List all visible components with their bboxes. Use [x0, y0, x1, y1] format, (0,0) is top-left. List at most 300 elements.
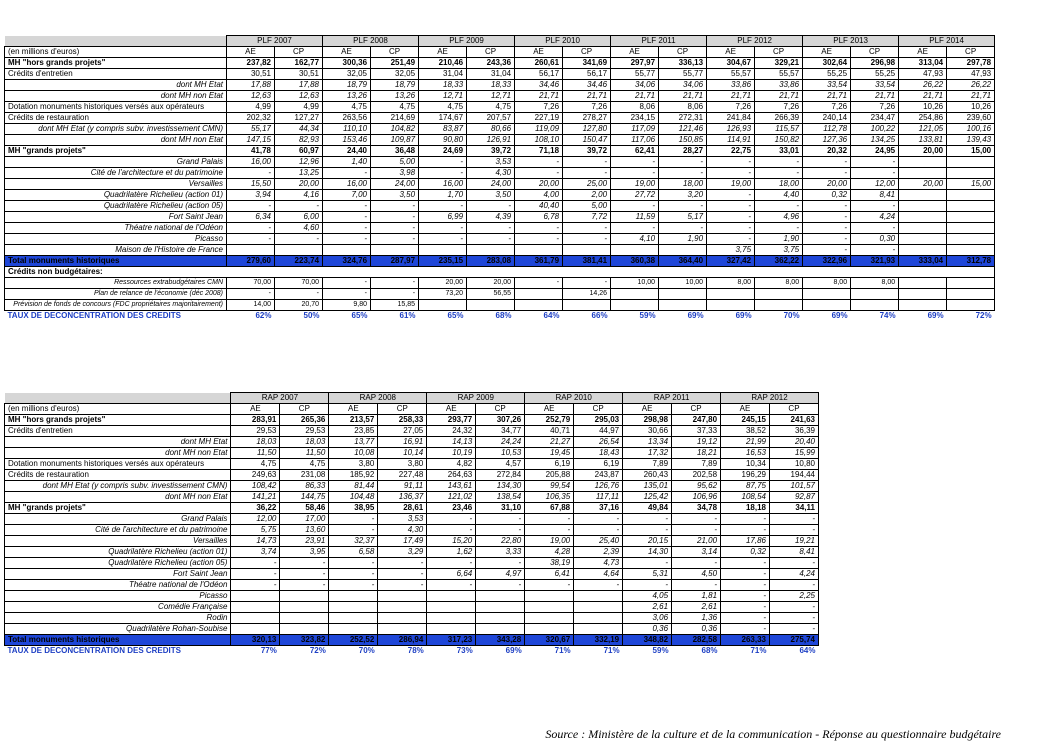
- row-label: Théatre national de l'Odéon: [5, 223, 227, 234]
- value-cell: 5,00: [563, 201, 611, 212]
- table-row: [5, 624, 819, 635]
- value-cell: [525, 624, 574, 635]
- value-cell: 81,44: [329, 481, 378, 492]
- value-cell: 322,96: [803, 256, 851, 267]
- value-cell: 28,61: [378, 503, 427, 514]
- value-cell: 245,15: [721, 415, 770, 426]
- table-row: [5, 635, 819, 646]
- value-cell: -: [769, 624, 818, 635]
- value-cell: [947, 201, 995, 212]
- cnb-value: 56,55: [467, 289, 515, 300]
- taux-value: 71%: [554, 646, 571, 655]
- value-cell: 21,71: [947, 91, 995, 102]
- cp-header: CP: [280, 404, 329, 415]
- row-label: Fort Saint Jean: [5, 212, 227, 223]
- year-header: PLF 2012: [707, 36, 803, 47]
- value-cell: 119,09: [515, 124, 563, 135]
- unit-label: (en millions d'euros): [5, 47, 227, 58]
- value-cell: 18,03: [231, 437, 280, 448]
- value-cell: [947, 245, 995, 256]
- value-cell: 112,78: [803, 124, 851, 135]
- row-label: Dotation monuments historiques versés aux opérateurs: [5, 102, 227, 113]
- value-cell: -: [371, 223, 419, 234]
- value-cell: -: [574, 514, 623, 525]
- value-cell: 36,39: [769, 426, 818, 437]
- value-cell: 264,63: [427, 470, 476, 481]
- value-cell: [947, 212, 995, 223]
- value-cell: 3,53: [467, 157, 515, 168]
- value-cell: -: [623, 525, 672, 536]
- ae-header: AE: [525, 404, 574, 415]
- cnb-value: 8,00: [755, 278, 803, 289]
- value-cell: [525, 591, 574, 602]
- value-cell: 7,89: [623, 459, 672, 470]
- cnb-value: [899, 300, 947, 311]
- value-cell: [427, 591, 476, 602]
- value-cell: 24,00: [467, 179, 515, 190]
- value-cell: 313,04: [899, 58, 947, 69]
- cnb-value: [851, 289, 899, 300]
- value-cell: 17,88: [227, 80, 275, 91]
- value-cell: -: [419, 201, 467, 212]
- value-cell: 47,93: [899, 69, 947, 80]
- value-cell: 12,00: [231, 514, 280, 525]
- value-cell: 4,96: [755, 212, 803, 223]
- row-label: MH "grands projets": [5, 146, 227, 157]
- value-cell: 298,98: [623, 415, 672, 426]
- value-cell: -: [769, 514, 818, 525]
- value-cell: 19,00: [525, 536, 574, 547]
- cnb-value: 15,85: [371, 300, 419, 311]
- value-cell: [419, 245, 467, 256]
- row-label: Cité de l'architecture et du patrimoine: [5, 168, 227, 179]
- cp-header: CP: [467, 47, 515, 58]
- value-cell: 0,36: [623, 624, 672, 635]
- value-cell: -: [721, 602, 770, 613]
- value-cell: -: [476, 558, 525, 569]
- value-cell: -: [563, 168, 611, 179]
- value-cell: 360,38: [611, 256, 659, 267]
- value-cell: 3,95: [280, 547, 329, 558]
- value-cell: 15,99: [769, 448, 818, 459]
- year-header: RAP 2011: [623, 393, 721, 404]
- value-cell: 20,00: [899, 179, 947, 190]
- value-cell: -: [329, 569, 378, 580]
- table-row: [5, 481, 819, 492]
- cp-header: CP: [563, 47, 611, 58]
- table-row: [5, 80, 995, 91]
- cnb-value: [707, 300, 755, 311]
- cnb-row: [5, 300, 995, 311]
- ae-header: AE: [707, 47, 755, 58]
- value-cell: -: [525, 514, 574, 525]
- value-cell: -: [707, 234, 755, 245]
- table-row: [5, 245, 995, 256]
- value-cell: 18,21: [672, 448, 721, 459]
- value-cell: 21,71: [707, 91, 755, 102]
- value-cell: 4,00: [515, 190, 563, 201]
- value-cell: 4,73: [574, 558, 623, 569]
- value-cell: 127,27: [275, 113, 323, 124]
- value-cell: 2,39: [574, 547, 623, 558]
- value-cell: -: [803, 157, 851, 168]
- value-cell: 296,98: [851, 58, 899, 69]
- value-cell: -: [721, 525, 770, 536]
- value-cell: 34,46: [515, 80, 563, 91]
- table-row: [5, 536, 819, 547]
- value-cell: 25,00: [563, 179, 611, 190]
- value-cell: 5,31: [623, 569, 672, 580]
- value-cell: 21,71: [899, 91, 947, 102]
- value-cell: -: [659, 201, 707, 212]
- cnb-label: Plan de relance de l'économie (déc 2008): [5, 289, 227, 300]
- value-cell: 4,57: [476, 459, 525, 470]
- header-blank-cell: [5, 393, 231, 404]
- value-cell: -: [672, 580, 721, 591]
- taux-value: 64%: [543, 311, 560, 320]
- value-cell: 101,57: [769, 481, 818, 492]
- value-cell: -: [275, 201, 323, 212]
- value-cell: 7,26: [515, 102, 563, 113]
- value-cell: -: [275, 234, 323, 245]
- value-cell: 263,56: [323, 113, 371, 124]
- value-cell: 25,40: [574, 536, 623, 547]
- row-label: Quadrilatère Richelieu (action 05): [5, 201, 227, 212]
- row-label: Quadrilatère Richelieu (action 01): [5, 190, 227, 201]
- value-cell: [947, 234, 995, 245]
- value-cell: 18,43: [574, 448, 623, 459]
- taux-value: 70%: [783, 311, 800, 320]
- value-cell: -: [419, 223, 467, 234]
- value-cell: 8,06: [611, 102, 659, 113]
- value-cell: 91,11: [378, 481, 427, 492]
- value-cell: -: [280, 569, 329, 580]
- value-cell: 144,75: [280, 492, 329, 503]
- value-cell: -: [467, 223, 515, 234]
- value-cell: 213,57: [329, 415, 378, 426]
- value-cell: -: [611, 201, 659, 212]
- value-cell: 126,76: [574, 481, 623, 492]
- value-cell: 162,77: [275, 58, 323, 69]
- value-cell: 20,00: [899, 146, 947, 157]
- value-cell: 15,50: [227, 179, 275, 190]
- value-cell: 5,75: [231, 525, 280, 536]
- cnb-title: Crédits non budgétaires:: [5, 267, 995, 278]
- value-cell: -: [755, 201, 803, 212]
- cp-header: CP: [476, 404, 525, 415]
- cnb-value: -: [563, 278, 611, 289]
- value-cell: -: [707, 190, 755, 201]
- value-cell: 4,05: [623, 591, 672, 602]
- table-row: [5, 91, 995, 102]
- table-row: [5, 157, 995, 168]
- value-cell: 71,18: [515, 146, 563, 157]
- table-row: [5, 591, 819, 602]
- value-cell: 55,25: [803, 69, 851, 80]
- value-cell: [467, 245, 515, 256]
- table-row: [5, 426, 819, 437]
- value-cell: -: [851, 168, 899, 179]
- value-cell: 121,46: [659, 124, 707, 135]
- value-cell: 239,60: [947, 113, 995, 124]
- value-cell: 174,67: [419, 113, 467, 124]
- value-cell: 4,30: [378, 525, 427, 536]
- value-cell: 23,46: [427, 503, 476, 514]
- table-row: [5, 415, 819, 426]
- value-cell: 24,95: [851, 146, 899, 157]
- value-cell: -: [707, 223, 755, 234]
- value-cell: 26,22: [899, 80, 947, 91]
- value-cell: 19,12: [672, 437, 721, 448]
- value-cell: 138,54: [476, 492, 525, 503]
- value-cell: 247,80: [672, 415, 721, 426]
- value-cell: 278,27: [563, 113, 611, 124]
- value-cell: 324,76: [323, 256, 371, 267]
- value-cell: [899, 168, 947, 179]
- value-cell: 10,08: [329, 448, 378, 459]
- value-cell: [563, 245, 611, 256]
- value-cell: 55,77: [659, 69, 707, 80]
- value-cell: -: [371, 212, 419, 223]
- value-cell: 16,00: [227, 157, 275, 168]
- value-cell: 275,74: [769, 635, 818, 646]
- table-row: [5, 492, 819, 503]
- value-cell: 297,97: [611, 58, 659, 69]
- cnb-value: [755, 300, 803, 311]
- value-cell: 17,32: [623, 448, 672, 459]
- value-cell: 33,86: [755, 80, 803, 91]
- cnb-value: [515, 300, 563, 311]
- value-cell: -: [419, 234, 467, 245]
- value-cell: -: [769, 525, 818, 536]
- value-cell: 8,06: [659, 102, 707, 113]
- value-cell: 19,00: [611, 179, 659, 190]
- value-cell: [329, 591, 378, 602]
- value-cell: -: [721, 591, 770, 602]
- value-cell: 13,26: [323, 91, 371, 102]
- value-cell: -: [851, 223, 899, 234]
- value-cell: [611, 245, 659, 256]
- ae-header: AE: [899, 47, 947, 58]
- value-cell: 23,85: [329, 426, 378, 437]
- value-cell: 16,91: [378, 437, 427, 448]
- value-cell: 4,99: [275, 102, 323, 113]
- value-cell: 30,51: [227, 69, 275, 80]
- value-cell: 17,88: [275, 80, 323, 91]
- value-cell: 34,46: [563, 80, 611, 91]
- cnb-value: 70,00: [227, 278, 275, 289]
- value-cell: 4,28: [525, 547, 574, 558]
- value-cell: -: [329, 514, 378, 525]
- table-row: [5, 102, 995, 113]
- value-cell: 4,60: [275, 223, 323, 234]
- cnb-value: [947, 300, 995, 311]
- cnb-value: [899, 278, 947, 289]
- value-cell: [947, 190, 995, 201]
- cnb-value: [947, 289, 995, 300]
- value-cell: 3,20: [659, 190, 707, 201]
- value-cell: 18,33: [419, 80, 467, 91]
- value-cell: 133,81: [899, 135, 947, 146]
- value-cell: -: [427, 514, 476, 525]
- value-cell: 0,30: [851, 234, 899, 245]
- value-cell: 135,01: [623, 481, 672, 492]
- value-cell: 95,62: [672, 481, 721, 492]
- row-label: Comédie Française: [5, 602, 231, 613]
- value-cell: 302,64: [803, 58, 851, 69]
- taux-value: 59%: [639, 311, 656, 320]
- value-cell: 21,00: [672, 536, 721, 547]
- value-cell: 17,49: [378, 536, 427, 547]
- year-header: PLF 2011: [611, 36, 707, 47]
- value-cell: 15,20: [427, 536, 476, 547]
- value-cell: 108,10: [515, 135, 563, 146]
- table-row: [5, 437, 819, 448]
- value-cell: 17,00: [280, 514, 329, 525]
- value-cell: 4,75: [467, 102, 515, 113]
- row-label: Picasso: [5, 591, 231, 602]
- cnb-value: [659, 289, 707, 300]
- table-row: [5, 58, 995, 69]
- value-cell: 11,50: [280, 448, 329, 459]
- value-cell: 7,26: [755, 102, 803, 113]
- value-cell: 21,71: [611, 91, 659, 102]
- value-cell: -: [721, 569, 770, 580]
- row-label: dont MH non Etat: [5, 492, 231, 503]
- value-cell: 33,54: [851, 80, 899, 91]
- row-label: dont MH Etat (y compris subv. investissement CMN): [5, 481, 231, 492]
- value-cell: [231, 602, 280, 613]
- cnb-value: [803, 300, 851, 311]
- taux-value: 73%: [456, 646, 473, 655]
- value-cell: -: [707, 212, 755, 223]
- value-cell: 320,13: [231, 635, 280, 646]
- value-cell: [280, 613, 329, 624]
- value-cell: 110,10: [323, 124, 371, 135]
- value-cell: 19,21: [769, 536, 818, 547]
- value-cell: 39,72: [467, 146, 515, 157]
- value-cell: [427, 624, 476, 635]
- value-cell: 3,50: [371, 190, 419, 201]
- value-cell: 114,91: [707, 135, 755, 146]
- value-cell: 18,18: [721, 503, 770, 514]
- value-cell: 58,46: [280, 503, 329, 514]
- cnb-value: 73,20: [419, 289, 467, 300]
- value-cell: 241,84: [707, 113, 755, 124]
- value-cell: [515, 245, 563, 256]
- value-cell: [574, 591, 623, 602]
- value-cell: 108,42: [231, 481, 280, 492]
- value-cell: 282,58: [672, 635, 721, 646]
- value-cell: -: [323, 168, 371, 179]
- value-cell: 307,26: [476, 415, 525, 426]
- cnb-value: 8,00: [851, 278, 899, 289]
- value-cell: 30,66: [623, 426, 672, 437]
- value-cell: -: [515, 168, 563, 179]
- value-cell: 147,15: [227, 135, 275, 146]
- value-cell: 321,93: [851, 256, 899, 267]
- value-cell: -: [803, 223, 851, 234]
- value-cell: [574, 624, 623, 635]
- value-cell: -: [227, 223, 275, 234]
- cp-header: CP: [755, 47, 803, 58]
- value-cell: 40,71: [525, 426, 574, 437]
- value-cell: [899, 245, 947, 256]
- value-cell: 18,79: [323, 80, 371, 91]
- value-cell: 4,16: [275, 190, 323, 201]
- table-row: [5, 448, 819, 459]
- value-cell: 20,15: [623, 536, 672, 547]
- row-label: dont MH non Etat: [5, 135, 227, 146]
- value-cell: -: [659, 168, 707, 179]
- ae-header: AE: [427, 404, 476, 415]
- value-cell: 86,33: [280, 481, 329, 492]
- value-cell: -: [721, 514, 770, 525]
- value-cell: 12,71: [419, 91, 467, 102]
- budget-table-plf: [4, 35, 995, 321]
- value-cell: 99,54: [525, 481, 574, 492]
- value-cell: -: [611, 223, 659, 234]
- value-cell: 323,82: [280, 635, 329, 646]
- value-cell: [899, 201, 947, 212]
- value-cell: [525, 602, 574, 613]
- value-cell: 55,77: [611, 69, 659, 80]
- value-cell: 16,53: [721, 448, 770, 459]
- value-cell: [947, 223, 995, 234]
- value-cell: 13,34: [623, 437, 672, 448]
- cnb-value: 20,70: [275, 300, 323, 311]
- value-cell: 21,99: [721, 437, 770, 448]
- value-cell: 207,57: [467, 113, 515, 124]
- value-cell: 44,34: [275, 124, 323, 135]
- row-label: Dotation monuments historiques versés aux opérateurs: [5, 459, 231, 470]
- value-cell: 4,64: [574, 569, 623, 580]
- value-cell: 3,33: [476, 547, 525, 558]
- value-cell: 20,32: [803, 146, 851, 157]
- row-label: dont MH Etat: [5, 80, 227, 91]
- value-cell: 2,61: [672, 602, 721, 613]
- value-cell: 14,13: [427, 437, 476, 448]
- value-cell: 362,22: [755, 256, 803, 267]
- value-cell: -: [707, 201, 755, 212]
- value-cell: [231, 613, 280, 624]
- value-cell: 16,00: [323, 179, 371, 190]
- table-row: [5, 135, 995, 146]
- row-label: Fort Saint Jean: [5, 569, 231, 580]
- value-cell: 83,87: [419, 124, 467, 135]
- value-cell: 1,36: [672, 613, 721, 624]
- row-label: Quadrilatère Richelieu (action 01): [5, 547, 231, 558]
- value-cell: 231,08: [280, 470, 329, 481]
- cnb-value: -: [227, 289, 275, 300]
- value-cell: -: [769, 580, 818, 591]
- value-cell: 20,00: [803, 179, 851, 190]
- value-cell: [899, 157, 947, 168]
- value-cell: 18,00: [755, 179, 803, 190]
- row-label: Crédits de restauration: [5, 113, 227, 124]
- value-cell: 348,82: [623, 635, 672, 646]
- taux-value: 70%: [358, 646, 375, 655]
- value-cell: 205,88: [525, 470, 574, 481]
- value-cell: 13,77: [329, 437, 378, 448]
- value-cell: 121,02: [427, 492, 476, 503]
- taux-value: 65%: [351, 311, 368, 320]
- value-cell: 14,73: [231, 536, 280, 547]
- value-cell: 4,99: [227, 102, 275, 113]
- value-cell: 121,05: [899, 124, 947, 135]
- value-cell: -: [427, 525, 476, 536]
- value-cell: 10,26: [899, 102, 947, 113]
